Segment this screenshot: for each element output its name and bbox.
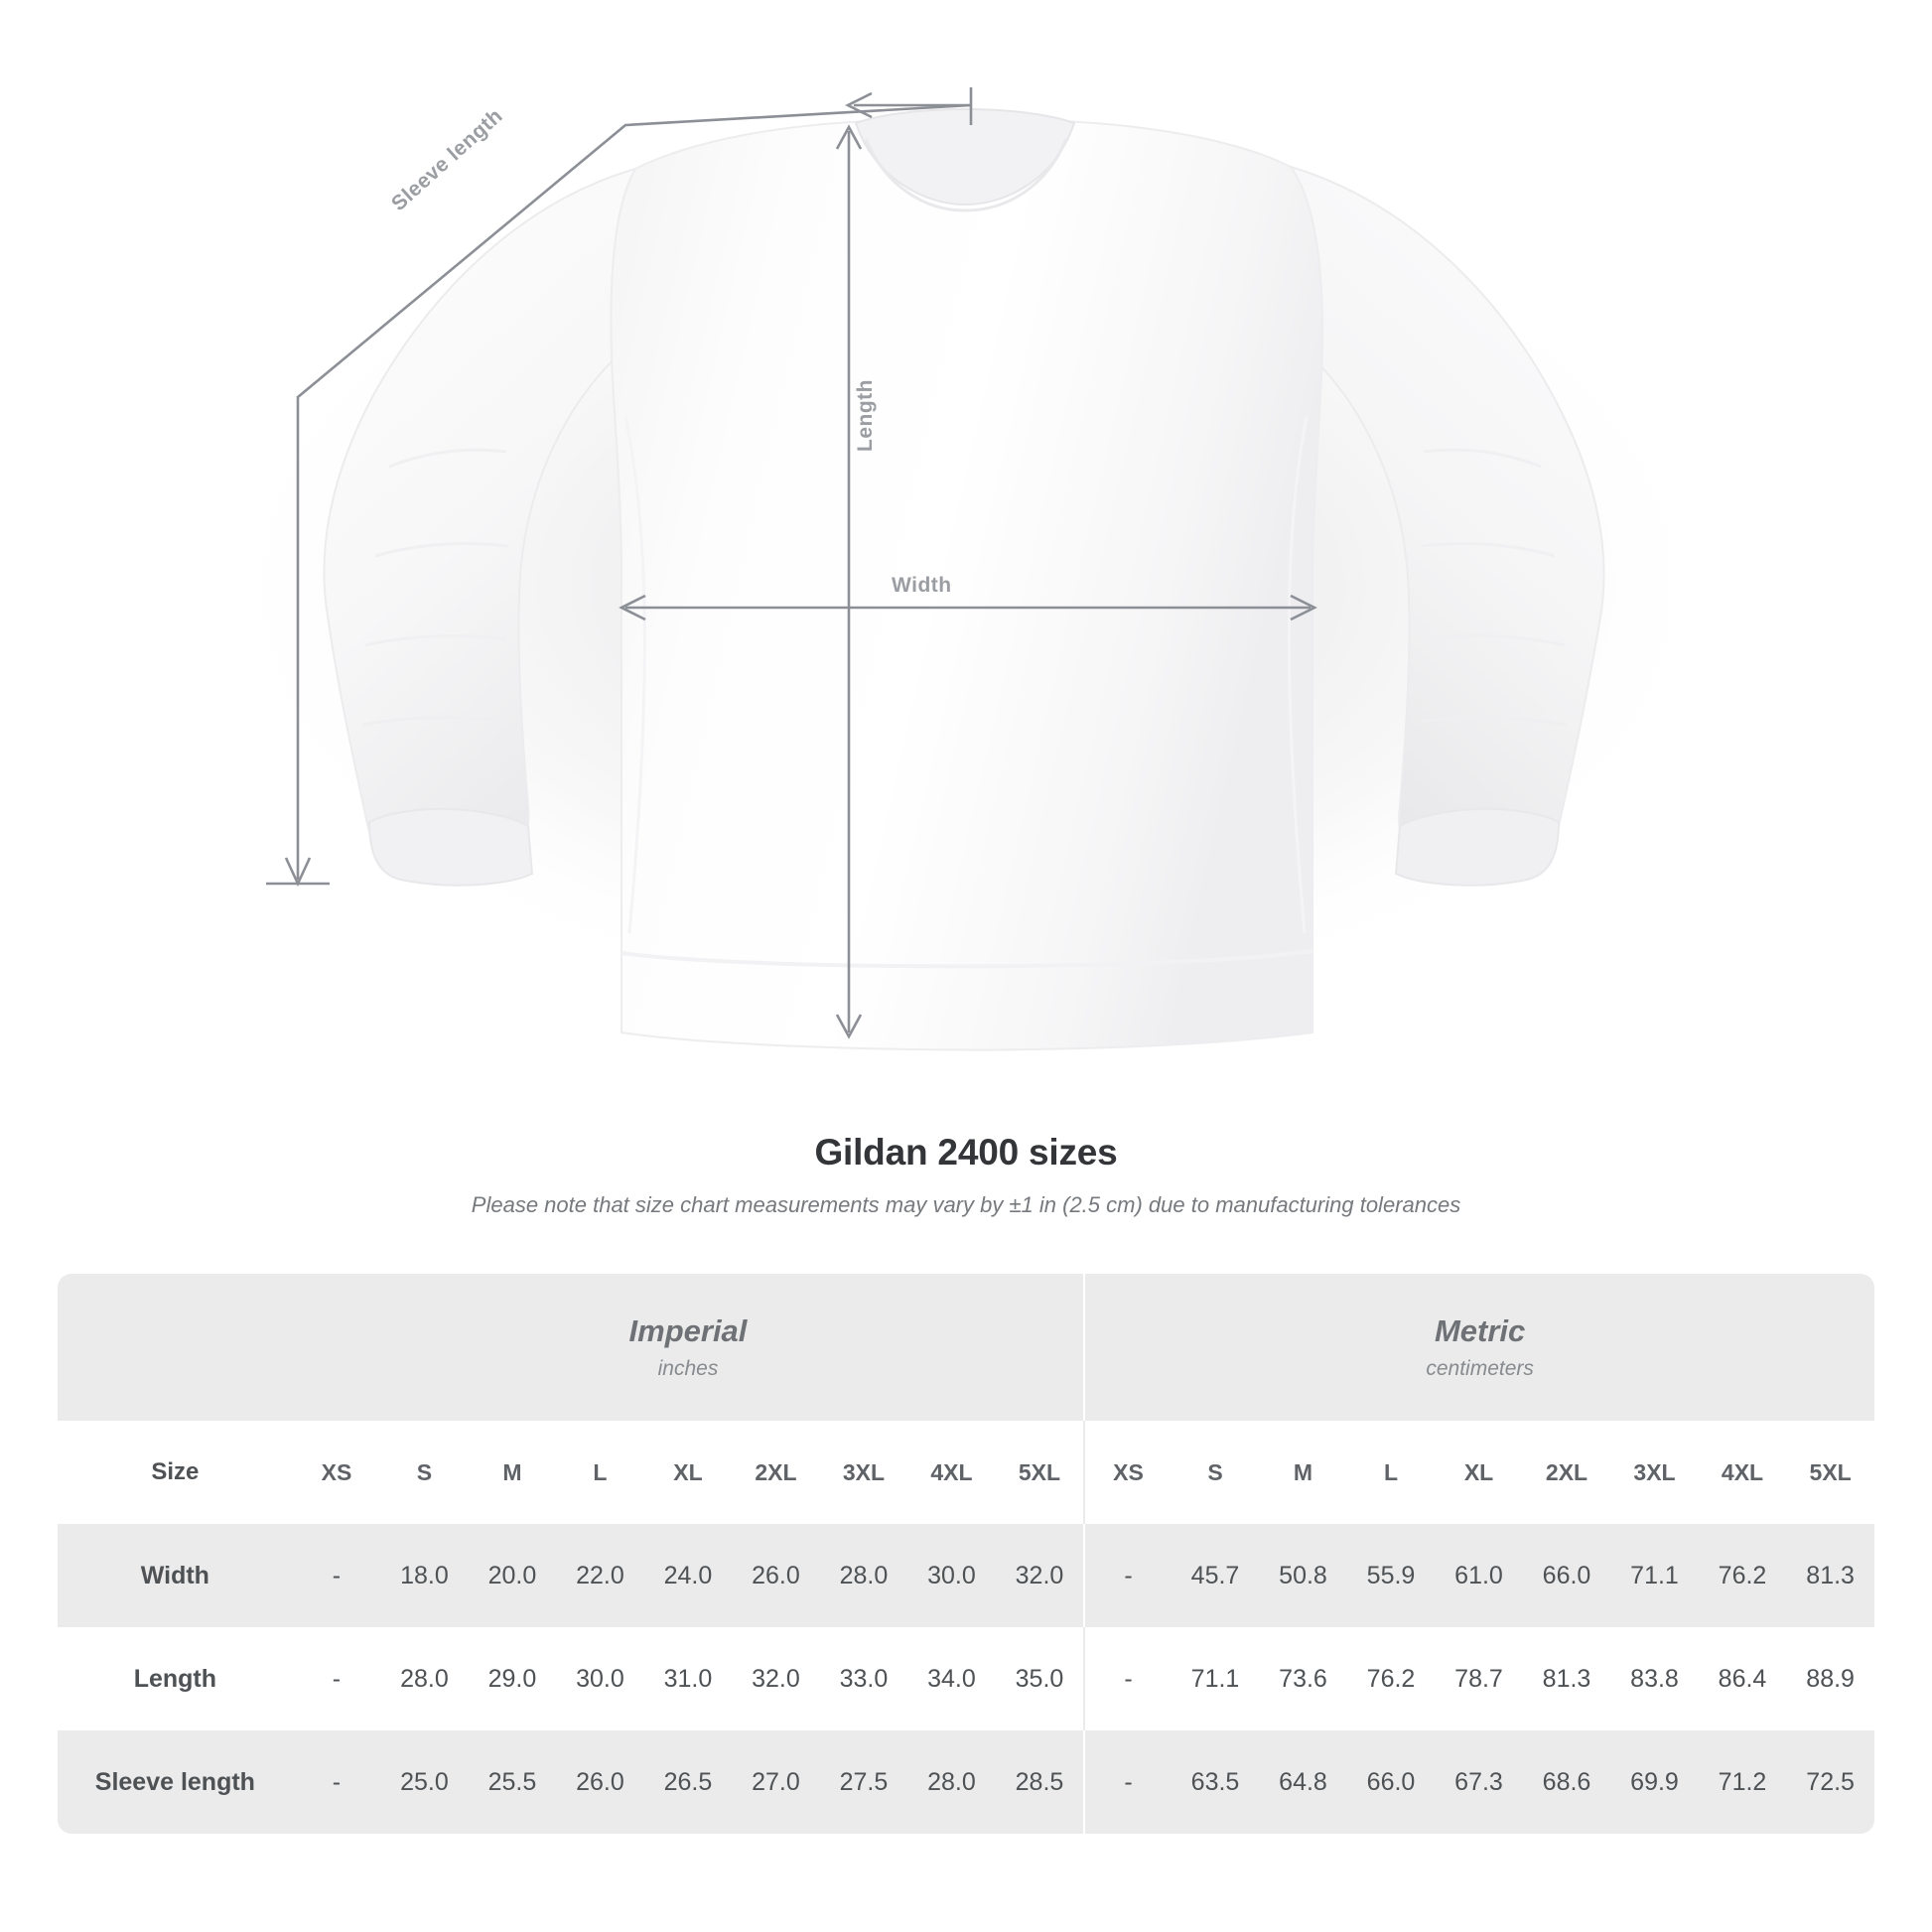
row-label-width: Width: [58, 1524, 293, 1627]
cell-width-metric-m: 50.8: [1259, 1524, 1347, 1627]
cell-sleeve-imperial-m: 25.5: [469, 1730, 557, 1834]
size-header-imperial-s: S: [380, 1421, 469, 1524]
page-title: Gildan 2400 sizes: [814, 1132, 1118, 1173]
cell-sleeve-imperial-xl: 26.5: [644, 1730, 733, 1834]
cell-width-imperial-s: 18.0: [380, 1524, 469, 1627]
cell-sleeve-imperial-4xl: 28.0: [907, 1730, 996, 1834]
cell-length-metric-4xl: 86.4: [1699, 1627, 1787, 1730]
cell-width-metric-xs: -: [1083, 1524, 1172, 1627]
cell-length-imperial-2xl: 32.0: [732, 1627, 820, 1730]
cell-sleeve-imperial-s: 25.0: [380, 1730, 469, 1834]
sleeve-length-label: Sleeve length: [387, 104, 507, 216]
unit-group-imperial: [293, 1274, 1084, 1421]
unit-group-imperial-name: Imperial: [628, 1313, 748, 1348]
cell-sleeve-metric-xs: -: [1083, 1730, 1172, 1834]
width-label: Width: [892, 574, 952, 597]
size-header-imperial-xs: XS: [293, 1421, 381, 1524]
cell-width-metric-5xl: 81.3: [1786, 1524, 1874, 1627]
cell-sleeve-imperial-3xl: 27.5: [820, 1730, 908, 1834]
size-header-metric-l: L: [1347, 1421, 1436, 1524]
size-header-row: [58, 1421, 1874, 1524]
size-chart-table: [58, 1274, 1874, 1834]
size-header-metric-2xl: 2XL: [1523, 1421, 1611, 1524]
cell-width-metric-3xl: 71.1: [1610, 1524, 1699, 1627]
left-cuff: [369, 809, 532, 886]
cell-length-metric-3xl: 83.8: [1610, 1627, 1699, 1730]
size-header-metric-5xl: 5XL: [1786, 1421, 1874, 1524]
cell-length-imperial-4xl: 34.0: [907, 1627, 996, 1730]
unit-group-metric-sub: centimeters: [1426, 1357, 1534, 1380]
size-header-metric-xl: XL: [1435, 1421, 1523, 1524]
size-header-imperial-4xl: 4XL: [907, 1421, 996, 1524]
size-header-imperial-l: L: [556, 1421, 644, 1524]
cell-length-metric-2xl: 81.3: [1523, 1627, 1611, 1730]
cell-sleeve-metric-2xl: 68.6: [1523, 1730, 1611, 1834]
size-header-imperial-m: M: [469, 1421, 557, 1524]
unit-header-spacer: [58, 1274, 293, 1421]
unit-group-imperial-sub: inches: [657, 1357, 719, 1380]
row-label-sleeve-length: Sleeve length: [58, 1730, 293, 1834]
tolerance-note: Please note that size chart measurements may vary by ±1 in (2.5 cm) due to manufacturing tolerances: [471, 1192, 1461, 1217]
size-header-metric-xs: XS: [1083, 1421, 1172, 1524]
unit-header-row: [58, 1274, 1874, 1421]
size-header-metric-m: M: [1259, 1421, 1347, 1524]
cell-length-imperial-m: 29.0: [469, 1627, 557, 1730]
cell-sleeve-metric-xl: 67.3: [1435, 1730, 1523, 1834]
cell-length-imperial-xl: 31.0: [644, 1627, 733, 1730]
right-cuff: [1396, 809, 1559, 886]
cell-width-imperial-3xl: 28.0: [820, 1524, 908, 1627]
cell-width-metric-xl: 61.0: [1435, 1524, 1523, 1627]
size-header-metric-s: S: [1172, 1421, 1260, 1524]
cell-length-metric-xl: 78.7: [1435, 1627, 1523, 1730]
cell-sleeve-metric-5xl: 72.5: [1786, 1730, 1874, 1834]
unit-group-metric: [1083, 1274, 1874, 1421]
cell-length-metric-xs: -: [1083, 1627, 1172, 1730]
cell-width-imperial-4xl: 30.0: [907, 1524, 996, 1627]
table-row: [58, 1730, 1874, 1834]
cell-sleeve-imperial-5xl: 28.5: [996, 1730, 1084, 1834]
cell-sleeve-metric-m: 64.8: [1259, 1730, 1347, 1834]
unit-group-metric-name: Metric: [1434, 1313, 1526, 1348]
cell-width-imperial-5xl: 32.0: [996, 1524, 1084, 1627]
cell-sleeve-metric-l: 66.0: [1347, 1730, 1436, 1834]
size-header-imperial-xl: XL: [644, 1421, 733, 1524]
size-header-label: Size: [58, 1421, 293, 1524]
cell-length-metric-s: 71.1: [1172, 1627, 1260, 1730]
cell-sleeve-imperial-2xl: 27.0: [732, 1730, 820, 1834]
size-header-metric-4xl: 4XL: [1699, 1421, 1787, 1524]
cell-length-imperial-5xl: 35.0: [996, 1627, 1084, 1730]
cell-width-imperial-xs: -: [293, 1524, 381, 1627]
cell-length-metric-m: 73.6: [1259, 1627, 1347, 1730]
cell-sleeve-metric-4xl: 71.2: [1699, 1730, 1787, 1834]
table-row: [58, 1627, 1874, 1730]
cell-width-metric-4xl: 76.2: [1699, 1524, 1787, 1627]
cell-length-imperial-s: 28.0: [380, 1627, 469, 1730]
cell-width-metric-l: 55.9: [1347, 1524, 1436, 1627]
row-label-length: Length: [58, 1627, 293, 1730]
size-header-imperial-3xl: 3XL: [820, 1421, 908, 1524]
cell-length-metric-l: 76.2: [1347, 1627, 1436, 1730]
size-header-metric-3xl: 3XL: [1610, 1421, 1699, 1524]
table-row: [58, 1524, 1874, 1627]
cell-length-metric-5xl: 88.9: [1786, 1627, 1874, 1730]
cell-width-metric-2xl: 66.0: [1523, 1524, 1611, 1627]
cell-sleeve-metric-s: 63.5: [1172, 1730, 1260, 1834]
shirt-body: [612, 109, 1323, 1049]
size-header-imperial-5xl: 5XL: [996, 1421, 1084, 1524]
cell-length-imperial-xs: -: [293, 1627, 381, 1730]
cell-width-imperial-l: 22.0: [556, 1524, 644, 1627]
cell-width-metric-s: 45.7: [1172, 1524, 1260, 1627]
cell-sleeve-metric-3xl: 69.9: [1610, 1730, 1699, 1834]
size-header-imperial-2xl: 2XL: [732, 1421, 820, 1524]
cell-sleeve-imperial-l: 26.0: [556, 1730, 644, 1834]
cell-width-imperial-xl: 24.0: [644, 1524, 733, 1627]
cell-sleeve-imperial-xs: -: [293, 1730, 381, 1834]
cell-length-imperial-3xl: 33.0: [820, 1627, 908, 1730]
size-table-wrap: [58, 1274, 1874, 1834]
cell-length-imperial-l: 30.0: [556, 1627, 644, 1730]
cell-width-imperial-m: 20.0: [469, 1524, 557, 1627]
length-label: Length: [854, 379, 877, 452]
title-block: [0, 1132, 1932, 1218]
cell-width-imperial-2xl: 26.0: [732, 1524, 820, 1627]
